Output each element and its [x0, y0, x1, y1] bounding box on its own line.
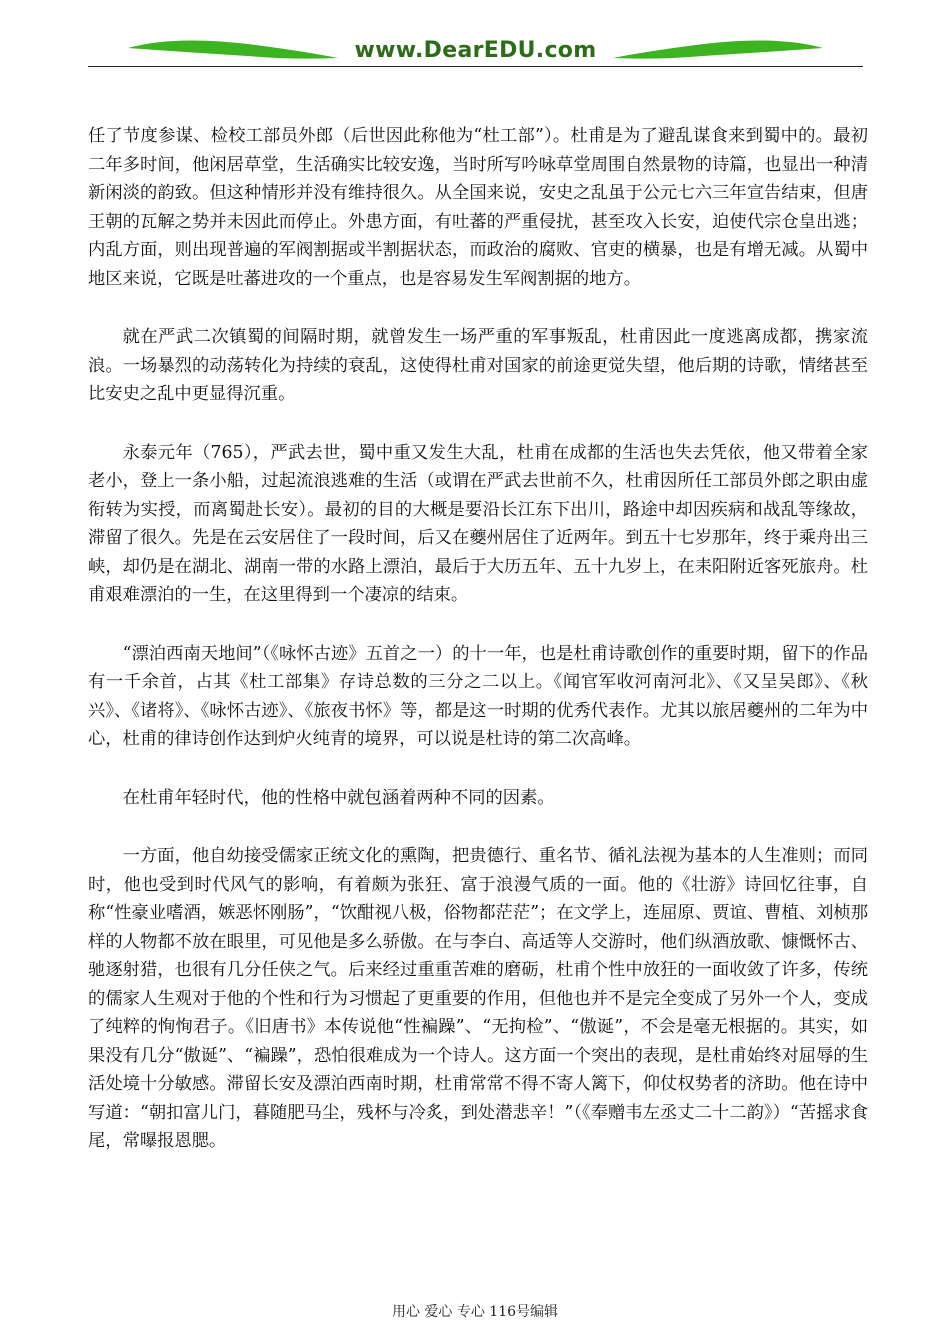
site-label: www.DearEDU.com [354, 38, 597, 63]
page-header [88, 30, 863, 70]
page-footer: 用心 爱心 专心 116号编辑 [391, 1304, 559, 1320]
paragraph-6: 一方面，他自幼接受儒家正统文化的熏陶，把贵德行、重名节、循礼法视为基本的人生准则；而同时，他也受到时代风气的影响，有着颇为张狂、富于浪漫气质的一面。他的《壮游》诗回忆往事，自称“性豪业嗜酒，嫉恶怀刚肠”，“饮酣视八极，俗物都茫茫”；在文学上，连屈原、贾谊、曹植、刘桢那样的人物都不放在眼里，可见他是多么骄傲。在与李白、高适等人交游时，他们纵酒放歌、慷慨怀古、驰逐射猎，也很有几分任侠之气。后来经过重重苦难的磨砺，杜甫个性中放狂的一面收敛了许多，传统的儒家人生观对于他的个性和行为习惯起了更重要的作用，但他也并不是完全变成了另外一个人，变成了纯粹的恂恂君子。《旧唐书》本传说他“性褊躁”、“无拘检”、“傲诞”，不会是毫无根据的。其实，如果没有几分“傲诞”、“褊躁”，恐怕很难成为一个诗人。这方面一个突出的表现，是杜甫始终对屈辱的生活处境十分敏感。滞留长安及漂泊西南时期，杜甫常常不得不寄人篱下，仰仗权势者的济助。他在诗中写道：“朝扣富儿门，暮随肥马尘，残杯与冷炙，到处潜悲辛！”（《奉赠韦左丞丈二十二韵》）“苦摇求食尾，常曝报恩腮。 [88, 846, 868, 1151]
paragraph-1: 任了节度参谋、检校工部员外郎（后世因此称他为“杜工部”）。杜甫是为了避乱谋食来到蜀中的。最初二年多时间，他闲居草堂，生活确实比较安逸，当时所写吟咏草堂周围自然景物的诗篇，也显出一种清新闲淡的韵致。但这种情形并没有维持很久。从全国来说，安史之乱虽于公元七六三年宣告结束，但唐王朝的瓦解之势并未因此而停止。外患方面，有吐蕃的严重侵扰，甚至攻入长安，迫使代宗仓皇出逃；内乱方面，则出现普遍的军阀割据或半割据状态，而政治的腐败、官吏的横暴，也是有增无减。从蜀中地区来说，它既是吐蕃进攻的一个重点，也是容易发生军阀割据的地方。 [88, 126, 868, 289]
document-body [88, 122, 868, 1186]
paragraph-2: 就在严武二次镇蜀的间隔时期，就曾发生一场严重的军事叛乱，杜甫因此一度逃离成都，携家流浪。一场暴烈的动荡转化为持续的衰乱，这使得杜甫对国家的前途更觉失望，他后期的诗歌，情绪甚至比安史之乱中更显得沉重。 [88, 327, 868, 404]
paragraph-5: 在杜甫年轻时代，他的性格中就包涵着两种不同的因素。 [122, 787, 555, 808]
paragraph-3: 永泰元年（765），严武去世，蜀中重又发生大乱，杜甫在成都的生活也失去凭依，他又带着全家老小，登上一条小船，过起流浪逃难的生活（或谓在严武去世前不久，杜甫因所任工部员外郎之职由虚衔转为实授，而离蜀赴长安）。最初的目的大概是要沿长江东下出川，路途中却因疾病和战乱等缘故，滞留了很久。先是在云安居住了一段时间，后又在夔州居住了近两年。到五十七岁那年，终于乘舟出三峡，却仍是在湖北、湖南一带的水路上漂泊，最后于大历五年、五十九岁上，在耒阳附近客死旅舟。杜甫艰难漂泊的一生，在这里得到一个凄凉的结束。 [88, 442, 868, 605]
paragraph-4: “漂泊西南天地间”（《咏怀古迹》五首之一）的十一年，也是杜甫诗歌创作的重要时期，留下的作品有一千余首，占其《杜工部集》存诗总数的三分之二以上。《闻官军收河南河北》、《又呈吴郎》、《秋兴》、《诸将》、《咏怀古迹》、《旅夜书怀》等，都是这一时期的优秀代表作。尤其以旅居夔州的二年为中心，杜甫的律诗创作达到炉火纯青的境界，可以说是杜诗的第二次高峰。 [88, 643, 868, 749]
header-divider [88, 66, 863, 67]
